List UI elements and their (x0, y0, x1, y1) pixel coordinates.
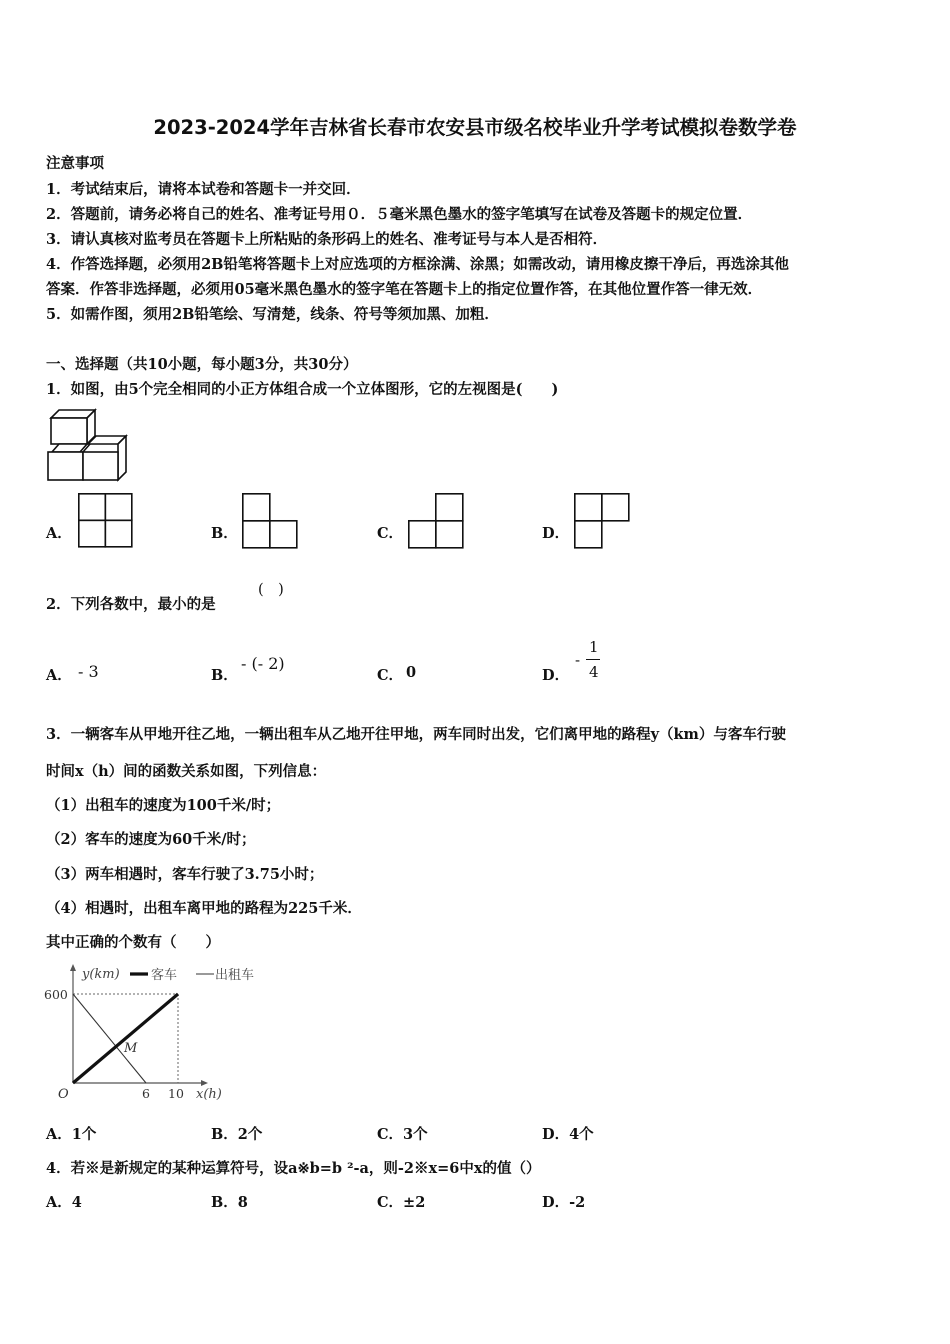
q2-option-d-numerator: 1 (589, 638, 599, 656)
q1-stem: 1．如图，由5个完全相同的小正方体组合成一个立体图形，它的左视图是( ) (46, 381, 559, 398)
q3-fact-4: （4）相遇时，出租车离甲地的路程为225千米． (46, 900, 362, 917)
notice-item-4: 4．作答选择题，必须用2B铅笔将答题卡上对应选项的方框涂满、涂黑；如需改动，请用橡皮擦干净后，再选涂其他 (46, 256, 789, 273)
notice-item-3: 3．请认真核对监考员在答题卡上所粘贴的条形码上的姓名、准考证号与本人是否相符． (46, 231, 608, 248)
graph-origin: O (58, 1087, 69, 1102)
q1-option-d-figure[interactable] (574, 493, 632, 549)
q4-option-b[interactable]: B．8 (211, 1194, 248, 1211)
q1-option-a-label[interactable]: A． (46, 525, 72, 542)
q4-stem: 4．若※是新规定的某种运算符号，设a※b=b ²-a，则-2※x=6中x的值（） (46, 1160, 541, 1177)
q4-option-a[interactable]: A．4 (46, 1194, 82, 1211)
section-heading: 一、选择题（共10小题，每小题3分，共30分） (46, 356, 358, 373)
q3-option-a[interactable]: A．1个 (46, 1126, 97, 1143)
graph-x-10: 10 (168, 1086, 184, 1101)
graph-ylabel: y(km) (82, 967, 120, 982)
graph-x-6: 6 (142, 1086, 150, 1101)
q1-solid-figure (46, 410, 128, 482)
q3-ask: 其中正确的个数有（ ） (46, 934, 220, 951)
q2-paren: ( ) (258, 582, 284, 598)
graph-legend-bus: 客车 (151, 968, 178, 983)
q3-stem-line2: 时间x（h）间的函数关系如图，下列信息： (46, 763, 327, 780)
q1-option-a-figure[interactable] (78, 493, 134, 549)
q2-option-c-value: 0 (406, 664, 417, 681)
q2-option-a-label[interactable]: A． (46, 667, 72, 684)
q3-option-c[interactable]: C．3个 (377, 1126, 428, 1143)
notice-item-4-cont: 答案．作答非选择题，必须用05毫米黑色墨水的签字笔在答题卡上的指定位置作答，在其他位置作答一律无效． (46, 281, 763, 298)
q3-distance-graph (44, 962, 274, 1104)
q2-option-a-value: - 3 (78, 662, 99, 681)
notice-item-2: 2．答题前，请务必将自己的姓名、准考证号用０．５毫米黑色墨水的签字笔填写在试卷及答题卡的规定位置． (46, 206, 753, 223)
q2-option-d-sign: - (575, 651, 581, 669)
graph-y-600: 600 (44, 987, 68, 1002)
q2-option-d-label[interactable]: D． (542, 667, 570, 684)
q1-option-d-label[interactable]: D． (542, 525, 570, 542)
notice-item-5: 5．如需作图，须用2B铅笔绘、写清楚，线条、符号等须加黑、加粗． (46, 306, 499, 323)
q1-option-c-figure[interactable] (408, 493, 466, 549)
q3-option-d[interactable]: D．4个 (542, 1126, 594, 1143)
q1-option-b-label[interactable]: B． (211, 525, 238, 542)
q3-stem-line1: 3．一辆客车从甲地开往乙地，一辆出租车从乙地开往甲地，两车同时出发，它们离甲地的路程y（km）与客车行驶 (46, 726, 786, 743)
q3-option-b[interactable]: B．2个 (211, 1126, 263, 1143)
graph-xlabel: x(h) (196, 1087, 222, 1102)
q1-option-c-label[interactable]: C． (377, 525, 404, 542)
notice-heading: 注意事项 (46, 155, 104, 172)
q3-fact-3: （3）两车相遇时，客车行驶了3.75小时； (46, 866, 324, 883)
q2-stem: 2．下列各数中，最小的是 (46, 596, 216, 613)
q2-option-b-label[interactable]: B． (211, 667, 238, 684)
notice-item-1: 1．考试结束后，请将本试卷和答题卡一并交回． (46, 181, 361, 198)
graph-legend-taxi: 出租车 (215, 968, 255, 983)
page-title: 2023-2024学年吉林省长春市农安县市级名校毕业升学考试模拟卷数学卷 (153, 116, 797, 139)
q1-option-b-figure[interactable] (242, 493, 300, 549)
q4-option-d[interactable]: D．-2 (542, 1194, 586, 1211)
q4-option-c[interactable]: C．±2 (377, 1194, 426, 1211)
graph-meet-point: M (124, 1041, 138, 1056)
q2-option-d-denominator: 4 (589, 663, 599, 681)
q2-option-c-label[interactable]: C． (377, 667, 404, 684)
q2-option-b-value: - (- 2) (241, 654, 285, 673)
q3-fact-2: （2）客车的速度为60千米/时； (46, 831, 256, 848)
q3-fact-1: （1）出租车的速度为100千米/时； (46, 797, 281, 814)
q2-option-d-fraction-bar (586, 659, 600, 660)
